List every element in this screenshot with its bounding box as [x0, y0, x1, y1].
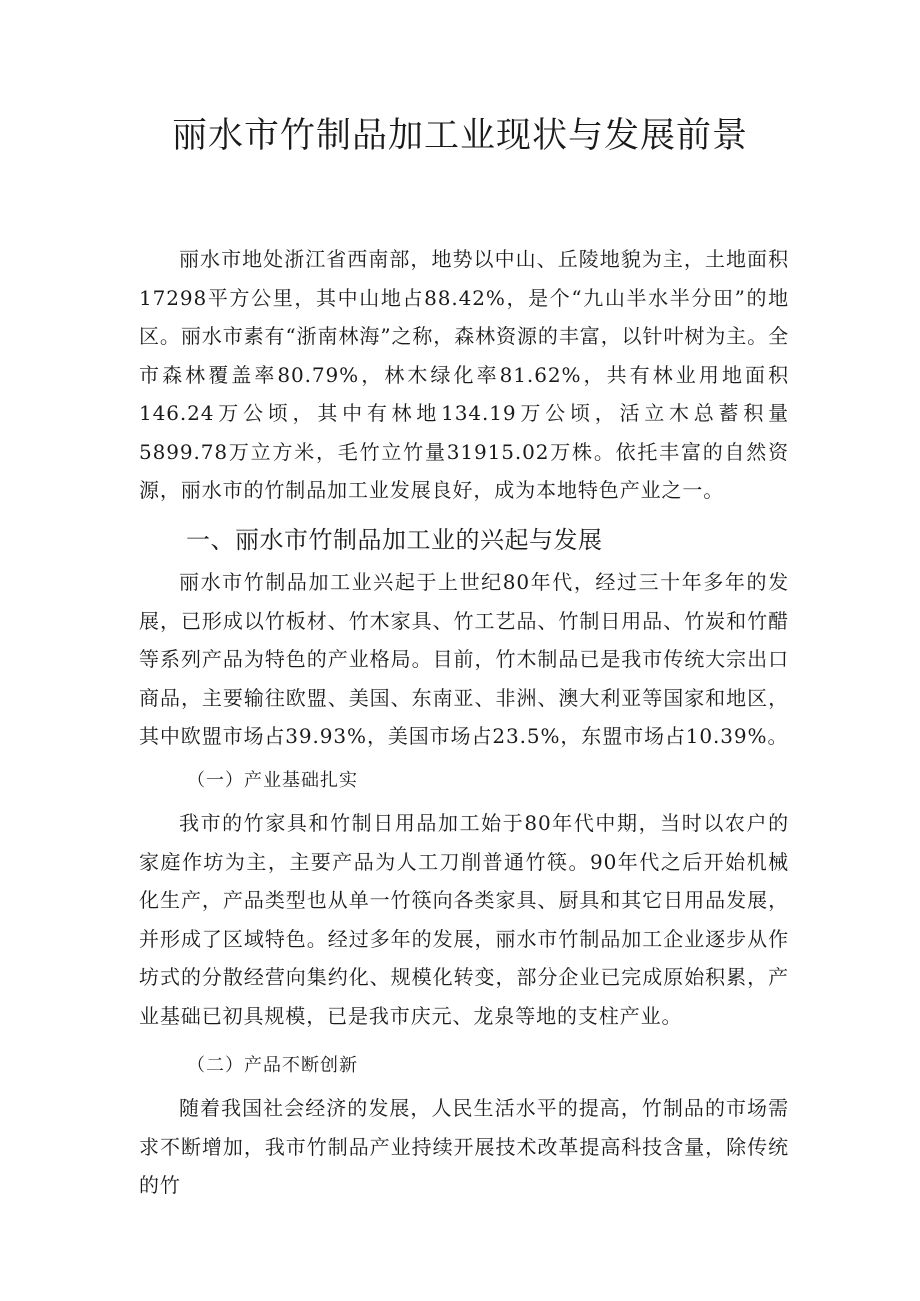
- subsection-heading-2: （二）产品不断创新: [187, 1055, 358, 1076]
- subsection-2-paragraph: 随着我国社会经济的发展，人民生活水平的提高，竹制品的市场需求不断增加，我市竹制品产业持续开展技术改革提高科技含量，除传统的竹: [139, 1096, 789, 1197]
- subsection-1-paragraph: 我市的竹家具和竹制日用品加工始于80年代中期，当时以农户的家庭作坊为主，主要产品为人工刀削普通竹筷。90年代之后开始机械化生产，产品类型也从单一竹筷向各类家具、厨具和其它日用品发展，并形成了区域特色。经过多年的发展，丽水市竹制品加工企业逐步从作坊式的分散经营向集约化、规模化转变，部分企业已完成原始积累，产业基础已初具规模，已是我市庆元、龙泉等地的支柱产业。: [139, 811, 789, 1028]
- subsection-heading-1: （一）产业基础扎实: [187, 770, 358, 791]
- intro-paragraph: 丽水市地处浙江省西南部，地势以中山、丘陵地貌为主，土地面积17298平方公里，其中山地占88.42%，是个“九山半水半分田”的地区。丽水市素有“浙南林海”之称，森林资源的丰富，以针叶树为主。全市森林覆盖率80.79%，林木绿化率81.62%，共有林业用地面积146.24万公顷，其中有林地134.19万公顷，活立木总蓄积量5899.78万立方米，毛竹立竹量31915.02万株。依托丰富的自然资源，丽水市的竹制品加工业发展良好，成为本地特色产业之一。: [139, 247, 789, 502]
- section-1-paragraph: 丽水市竹制品加工业兴起于上世纪80年代，经过三十年多年的发展，已形成以竹板材、竹木家具、竹工艺品、竹制日用品、竹炭和竹醋等系列产品为特色的产业格局。目前，竹木制品已是我市传统大宗出口商品，主要输往欧盟、美国、东南亚、非洲、澳大利亚等国家和地区，其中欧盟市场占39.93%，美国市场占23.5%，东盟市场占10.39%。: [139, 570, 789, 748]
- section-heading-1: 一、丽水市竹制品加工业的兴起与发展: [186, 526, 603, 554]
- document-title: 丽水市竹制品加工业现状与发展前景: [171, 116, 748, 156]
